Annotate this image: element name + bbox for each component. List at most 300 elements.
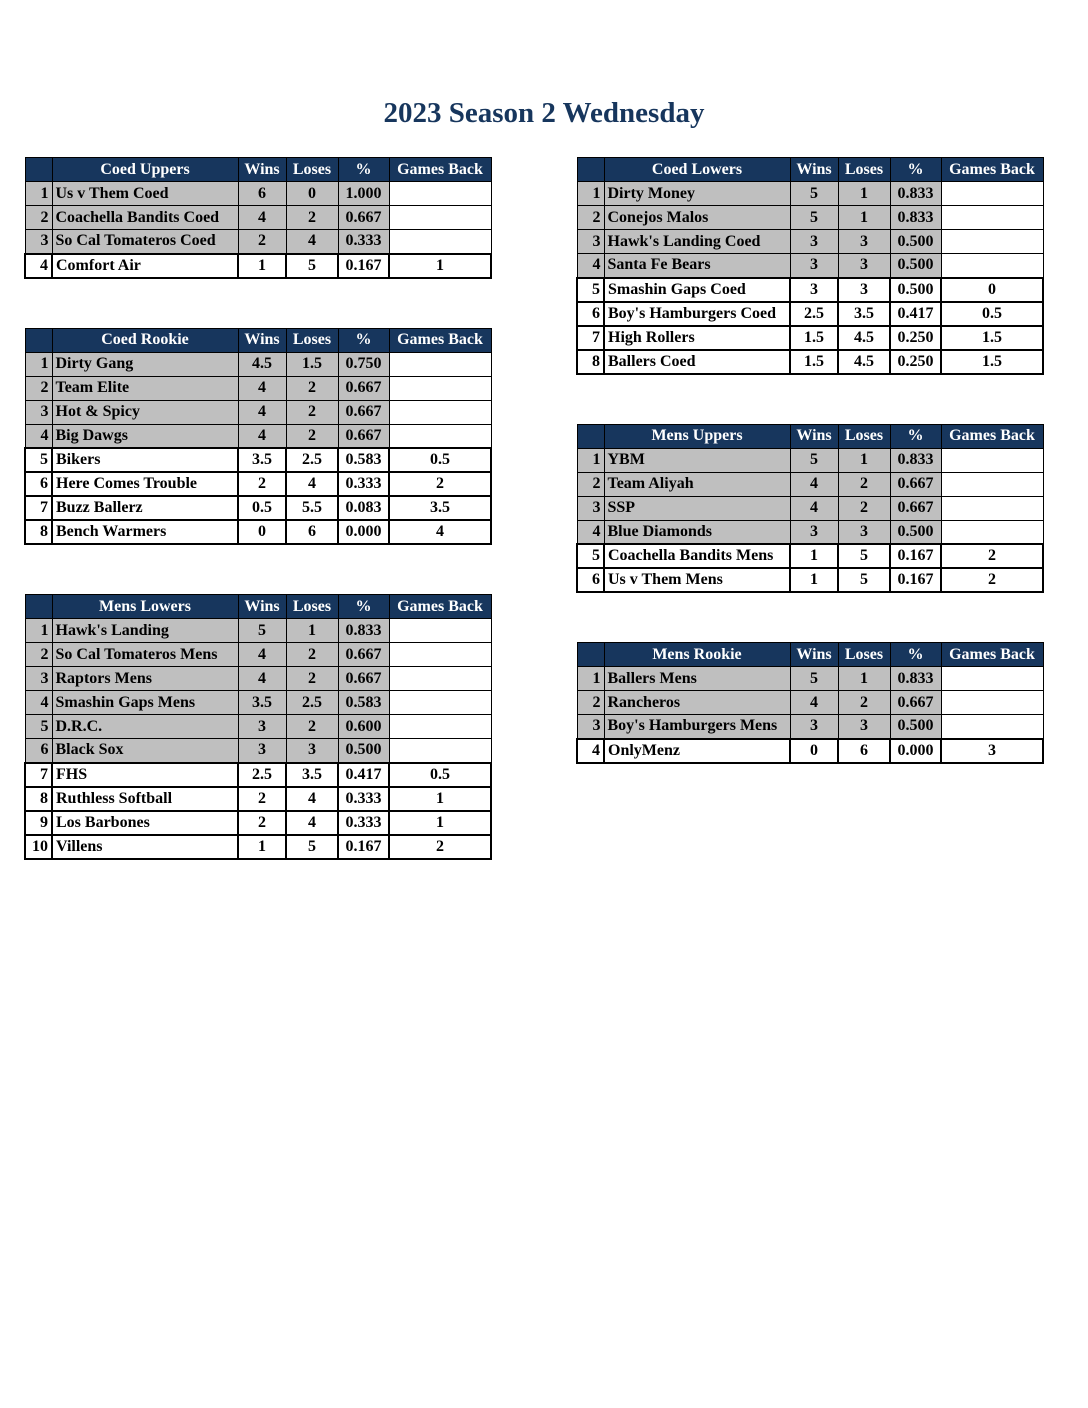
pct-header-cell: % <box>890 643 941 667</box>
header-row <box>25 595 491 619</box>
standings-table-coed-rookie <box>24 328 492 546</box>
team-row <box>577 350 1043 374</box>
wins-cell: 1 <box>790 544 838 568</box>
loses-cell: 2.5 <box>286 448 338 472</box>
team-row <box>25 424 491 448</box>
pct-cell: 0.333 <box>338 787 389 811</box>
pct-cell: 0.667 <box>338 643 389 667</box>
pct-cell: 0.000 <box>890 739 941 763</box>
team-row <box>25 835 491 859</box>
loses-header-cell: Loses <box>838 424 890 448</box>
rank-cell: 4 <box>577 254 604 278</box>
games-back-header-cell: Games Back <box>941 424 1043 448</box>
rank-cell: 5 <box>25 715 52 739</box>
team-name-cell: Bench Warmers <box>52 520 238 544</box>
team-name-cell: Conejos Malos <box>604 206 790 230</box>
pct-header-cell: % <box>890 424 941 448</box>
team-row <box>577 739 1043 763</box>
rank-cell: 6 <box>577 302 604 326</box>
pct-cell: 0.333 <box>338 472 389 496</box>
team-name-cell: Smashin Gaps Coed <box>604 278 790 302</box>
loses-cell: 4.5 <box>838 350 890 374</box>
pct-cell: 0.750 <box>338 352 389 376</box>
wins-cell: 4 <box>238 400 286 424</box>
games-back-cell: 0.5 <box>389 448 491 472</box>
team-name-cell: Comfort Air <box>52 254 238 278</box>
pct-cell: 0.600 <box>338 715 389 739</box>
wins-cell: 5 <box>790 667 838 691</box>
team-row <box>577 667 1043 691</box>
rank-cell: 1 <box>25 182 52 206</box>
games-back-header-cell: Games Back <box>941 643 1043 667</box>
pct-cell: 0.500 <box>338 739 389 763</box>
team-row <box>25 376 491 400</box>
games-back-cell <box>389 230 491 254</box>
games-back-cell <box>941 254 1043 278</box>
team-row <box>577 326 1043 350</box>
wins-header-cell: Wins <box>238 158 286 182</box>
pct-cell: 0.667 <box>338 667 389 691</box>
team-row <box>577 278 1043 302</box>
wins-cell: 3 <box>790 278 838 302</box>
loses-cell: 1 <box>286 619 338 643</box>
loses-cell: 3.5 <box>286 763 338 787</box>
rank-cell: 4 <box>25 691 52 715</box>
team-name-cell: Boy's Hamburgers Mens <box>604 715 790 739</box>
wins-cell: 3 <box>238 739 286 763</box>
rank-header-cell <box>577 643 604 667</box>
team-name-cell: Boy's Hamburgers Coed <box>604 302 790 326</box>
wins-cell: 1 <box>238 835 286 859</box>
rank-cell: 7 <box>577 326 604 350</box>
games-back-cell <box>941 496 1043 520</box>
rank-cell: 5 <box>25 448 52 472</box>
games-back-cell: 1.5 <box>941 350 1043 374</box>
team-name-cell: So Cal Tomateros Mens <box>52 643 238 667</box>
pct-cell: 0.333 <box>338 230 389 254</box>
right-column <box>576 157 1042 764</box>
team-row <box>577 568 1043 592</box>
loses-cell: 3 <box>838 230 890 254</box>
rank-cell: 9 <box>25 811 52 835</box>
loses-header-cell: Loses <box>838 643 890 667</box>
wins-cell: 0.5 <box>238 496 286 520</box>
loses-cell: 3 <box>838 254 890 278</box>
team-name-cell: Ballers Mens <box>604 667 790 691</box>
loses-cell: 0 <box>286 182 338 206</box>
rank-cell: 8 <box>25 787 52 811</box>
games-back-header-cell: Games Back <box>389 595 491 619</box>
wins-cell: 4 <box>790 472 838 496</box>
games-back-cell <box>389 376 491 400</box>
team-name-cell: Raptors Mens <box>52 667 238 691</box>
team-name-cell: Team Elite <box>52 376 238 400</box>
games-back-cell: 3.5 <box>389 496 491 520</box>
team-name-cell: Hot & Spicy <box>52 400 238 424</box>
team-row <box>25 254 491 278</box>
loses-cell: 2 <box>838 691 890 715</box>
team-name-cell: Villens <box>52 835 238 859</box>
games-back-cell: 2 <box>941 544 1043 568</box>
wins-header-cell: Wins <box>790 158 838 182</box>
rank-cell: 3 <box>577 715 604 739</box>
pct-cell: 0.167 <box>890 544 941 568</box>
team-row <box>25 643 491 667</box>
team-name-cell: Us v Them Coed <box>52 182 238 206</box>
loses-cell: 6 <box>838 739 890 763</box>
loses-cell: 5.5 <box>286 496 338 520</box>
loses-header-cell: Loses <box>838 158 890 182</box>
pct-cell: 0.833 <box>890 448 941 472</box>
wins-cell: 3 <box>790 254 838 278</box>
pct-cell: 0.667 <box>890 691 941 715</box>
team-name-cell: Santa Fe Bears <box>604 254 790 278</box>
team-row <box>577 302 1043 326</box>
wins-cell: 3.5 <box>238 448 286 472</box>
rank-cell: 8 <box>25 520 52 544</box>
rank-cell: 7 <box>25 763 52 787</box>
team-name-cell: Smashin Gaps Mens <box>52 691 238 715</box>
loses-cell: 2 <box>838 496 890 520</box>
team-row <box>577 496 1043 520</box>
games-back-cell: 1 <box>389 787 491 811</box>
wins-cell: 4.5 <box>238 352 286 376</box>
wins-cell: 5 <box>790 182 838 206</box>
loses-cell: 3 <box>838 520 890 544</box>
rank-cell: 1 <box>577 667 604 691</box>
team-row <box>25 352 491 376</box>
games-back-cell <box>389 691 491 715</box>
pct-cell: 0.583 <box>338 448 389 472</box>
rank-header-cell <box>25 595 52 619</box>
team-name-cell: D.R.C. <box>52 715 238 739</box>
pct-cell: 0.667 <box>890 496 941 520</box>
games-back-cell: 1 <box>389 254 491 278</box>
standings-table-coed-lowers <box>576 157 1044 375</box>
team-row <box>577 691 1043 715</box>
team-row <box>577 230 1043 254</box>
table-title-cell: Coed Rookie <box>52 328 238 352</box>
team-row <box>25 619 491 643</box>
rank-cell: 3 <box>25 667 52 691</box>
games-back-cell: 0.5 <box>389 763 491 787</box>
games-back-cell <box>941 448 1043 472</box>
table-title-cell: Mens Lowers <box>52 595 238 619</box>
rank-cell: 3 <box>25 400 52 424</box>
games-back-cell: 4 <box>389 520 491 544</box>
games-back-header-cell: Games Back <box>941 158 1043 182</box>
header-row <box>25 328 491 352</box>
rank-header-cell <box>577 424 604 448</box>
team-name-cell: FHS <box>52 763 238 787</box>
loses-cell: 4 <box>286 811 338 835</box>
table-title-cell: Coed Uppers <box>52 158 238 182</box>
games-back-cell <box>389 643 491 667</box>
rank-cell: 5 <box>577 278 604 302</box>
wins-cell: 5 <box>238 619 286 643</box>
team-name-cell: Blue Diamonds <box>604 520 790 544</box>
rank-cell: 4 <box>577 739 604 763</box>
games-back-cell <box>941 182 1043 206</box>
team-row <box>25 763 491 787</box>
team-row <box>25 400 491 424</box>
games-back-cell <box>941 520 1043 544</box>
loses-cell: 1 <box>838 448 890 472</box>
loses-header-cell: Loses <box>286 595 338 619</box>
rank-cell: 6 <box>25 739 52 763</box>
team-row <box>577 472 1043 496</box>
team-name-cell: Dirty Gang <box>52 352 238 376</box>
team-row <box>25 739 491 763</box>
wins-header-cell: Wins <box>238 595 286 619</box>
loses-cell: 1 <box>838 667 890 691</box>
rank-cell: 1 <box>577 182 604 206</box>
rank-cell: 2 <box>25 376 52 400</box>
pct-header-cell: % <box>338 595 389 619</box>
loses-cell: 2 <box>838 472 890 496</box>
team-name-cell: So Cal Tomateros Coed <box>52 230 238 254</box>
team-name-cell: Ballers Coed <box>604 350 790 374</box>
header-row <box>577 643 1043 667</box>
games-back-cell <box>389 715 491 739</box>
games-back-header-cell: Games Back <box>389 328 491 352</box>
loses-cell: 2 <box>286 643 338 667</box>
wins-cell: 1.5 <box>790 350 838 374</box>
wins-cell: 2 <box>238 230 286 254</box>
standings-table-mens-uppers <box>576 424 1044 594</box>
pct-cell: 0.250 <box>890 350 941 374</box>
wins-cell: 4 <box>238 643 286 667</box>
wins-header-cell: Wins <box>790 643 838 667</box>
loses-cell: 4 <box>286 787 338 811</box>
team-row <box>25 472 491 496</box>
rank-cell: 2 <box>577 206 604 230</box>
rank-cell: 4 <box>577 520 604 544</box>
rank-cell: 2 <box>25 206 52 230</box>
games-back-cell <box>389 352 491 376</box>
rank-cell: 8 <box>577 350 604 374</box>
games-back-cell: 0 <box>941 278 1043 302</box>
standings-table-coed-uppers <box>24 157 492 279</box>
team-name-cell: YBM <box>604 448 790 472</box>
rank-cell: 3 <box>25 230 52 254</box>
rank-cell: 1 <box>577 448 604 472</box>
pct-cell: 0.500 <box>890 520 941 544</box>
wins-cell: 0 <box>238 520 286 544</box>
wins-cell: 0 <box>790 739 838 763</box>
rank-cell: 4 <box>25 424 52 448</box>
wins-header-cell: Wins <box>238 328 286 352</box>
rank-cell: 6 <box>577 568 604 592</box>
loses-cell: 1.5 <box>286 352 338 376</box>
header-row <box>577 424 1043 448</box>
games-back-cell: 2 <box>389 472 491 496</box>
games-back-cell: 1.5 <box>941 326 1043 350</box>
team-name-cell: SSP <box>604 496 790 520</box>
loses-cell: 2 <box>286 206 338 230</box>
pct-cell: 0.167 <box>890 568 941 592</box>
rank-cell: 1 <box>25 619 52 643</box>
pct-cell: 0.833 <box>890 206 941 230</box>
pct-cell: 0.667 <box>338 424 389 448</box>
team-row <box>577 206 1043 230</box>
rank-cell: 2 <box>577 472 604 496</box>
team-row <box>577 182 1043 206</box>
loses-cell: 4.5 <box>838 326 890 350</box>
pct-cell: 1.000 <box>338 182 389 206</box>
loses-cell: 4 <box>286 230 338 254</box>
wins-cell: 3.5 <box>238 691 286 715</box>
pct-header-cell: % <box>338 328 389 352</box>
team-row <box>25 691 491 715</box>
loses-cell: 2 <box>286 376 338 400</box>
rank-cell: 6 <box>25 472 52 496</box>
loses-cell: 2 <box>286 424 338 448</box>
team-name-cell: Buzz Ballerz <box>52 496 238 520</box>
wins-cell: 1 <box>790 568 838 592</box>
pct-cell: 0.833 <box>890 667 941 691</box>
games-back-cell: 2 <box>941 568 1043 592</box>
wins-cell: 3 <box>238 715 286 739</box>
team-row <box>577 254 1043 278</box>
pct-cell: 0.167 <box>338 835 389 859</box>
left-column <box>24 157 490 860</box>
rank-header-cell <box>25 158 52 182</box>
table-title-cell: Mens Rookie <box>604 643 790 667</box>
loses-cell: 2 <box>286 715 338 739</box>
games-back-header-cell: Games Back <box>389 158 491 182</box>
rank-header-cell <box>25 328 52 352</box>
wins-cell: 4 <box>790 691 838 715</box>
pct-cell: 0.500 <box>890 230 941 254</box>
team-row <box>25 496 491 520</box>
pct-cell: 0.833 <box>338 619 389 643</box>
team-name-cell: Team Aliyah <box>604 472 790 496</box>
standings-table-mens-rookie <box>576 642 1044 764</box>
team-row <box>25 206 491 230</box>
header-row <box>25 158 491 182</box>
team-name-cell: OnlyMenz <box>604 739 790 763</box>
pct-cell: 0.583 <box>338 691 389 715</box>
games-back-cell: 1 <box>389 811 491 835</box>
wins-cell: 1.5 <box>790 326 838 350</box>
team-row <box>25 520 491 544</box>
games-back-cell <box>389 400 491 424</box>
team-name-cell: Black Sox <box>52 739 238 763</box>
pct-cell: 0.833 <box>890 182 941 206</box>
wins-cell: 1 <box>238 254 286 278</box>
team-row <box>577 544 1043 568</box>
team-name-cell: Here Comes Trouble <box>52 472 238 496</box>
wins-cell: 5 <box>790 448 838 472</box>
rank-header-cell <box>577 158 604 182</box>
team-name-cell: Coachella Bandits Coed <box>52 206 238 230</box>
team-row <box>25 715 491 739</box>
games-back-cell <box>941 206 1043 230</box>
team-row <box>25 667 491 691</box>
team-name-cell: Us v Them Mens <box>604 568 790 592</box>
rank-cell: 4 <box>25 254 52 278</box>
team-name-cell: Ruthless Softball <box>52 787 238 811</box>
games-back-cell <box>941 230 1043 254</box>
wins-header-cell: Wins <box>790 424 838 448</box>
games-back-cell: 2 <box>389 835 491 859</box>
wins-cell: 6 <box>238 182 286 206</box>
header-row <box>577 158 1043 182</box>
team-row <box>25 230 491 254</box>
team-row <box>577 715 1043 739</box>
pct-cell: 0.417 <box>338 763 389 787</box>
games-back-cell <box>941 691 1043 715</box>
games-back-cell <box>389 206 491 230</box>
pct-cell: 0.250 <box>890 326 941 350</box>
games-back-cell <box>941 667 1043 691</box>
rank-cell: 7 <box>25 496 52 520</box>
table-title-cell: Coed Lowers <box>604 158 790 182</box>
team-name-cell: Hawk's Landing Coed <box>604 230 790 254</box>
loses-cell: 2.5 <box>286 691 338 715</box>
games-back-cell: 0.5 <box>941 302 1043 326</box>
page-title: 2023 Season 2 Wednesday <box>383 97 705 129</box>
pct-cell: 0.667 <box>338 376 389 400</box>
loses-cell: 3 <box>838 278 890 302</box>
team-row <box>25 448 491 472</box>
team-name-cell: Los Barbones <box>52 811 238 835</box>
wins-cell: 5 <box>790 206 838 230</box>
standings-table-mens-lowers <box>24 594 492 860</box>
team-row <box>577 520 1043 544</box>
loses-cell: 5 <box>838 544 890 568</box>
games-back-cell: 3 <box>941 739 1043 763</box>
wins-cell: 4 <box>790 496 838 520</box>
rank-cell: 2 <box>25 643 52 667</box>
pct-cell: 0.500 <box>890 278 941 302</box>
wins-cell: 3 <box>790 230 838 254</box>
team-name-cell: Dirty Money <box>604 182 790 206</box>
pct-cell: 0.417 <box>890 302 941 326</box>
rank-cell: 3 <box>577 496 604 520</box>
games-back-cell <box>389 182 491 206</box>
pct-header-cell: % <box>890 158 941 182</box>
games-back-cell <box>389 619 491 643</box>
wins-cell: 2.5 <box>238 763 286 787</box>
games-back-cell <box>941 715 1043 739</box>
team-row <box>25 787 491 811</box>
wins-cell: 2 <box>238 787 286 811</box>
pct-cell: 0.667 <box>338 400 389 424</box>
pct-cell: 0.000 <box>338 520 389 544</box>
pct-header-cell: % <box>338 158 389 182</box>
games-back-cell <box>389 667 491 691</box>
team-name-cell: Big Dawgs <box>52 424 238 448</box>
games-back-cell <box>389 739 491 763</box>
rank-cell: 3 <box>577 230 604 254</box>
team-row <box>25 182 491 206</box>
rank-cell: 2 <box>577 691 604 715</box>
team-name-cell: Coachella Bandits Mens <box>604 544 790 568</box>
team-row <box>25 811 491 835</box>
team-name-cell: Hawk's Landing <box>52 619 238 643</box>
games-back-cell <box>941 472 1043 496</box>
pct-cell: 0.083 <box>338 496 389 520</box>
pct-cell: 0.333 <box>338 811 389 835</box>
loses-cell: 3 <box>286 739 338 763</box>
wins-cell: 4 <box>238 667 286 691</box>
team-name-cell: Rancheros <box>604 691 790 715</box>
pct-cell: 0.500 <box>890 254 941 278</box>
rank-cell: 1 <box>25 352 52 376</box>
loses-cell: 1 <box>838 206 890 230</box>
